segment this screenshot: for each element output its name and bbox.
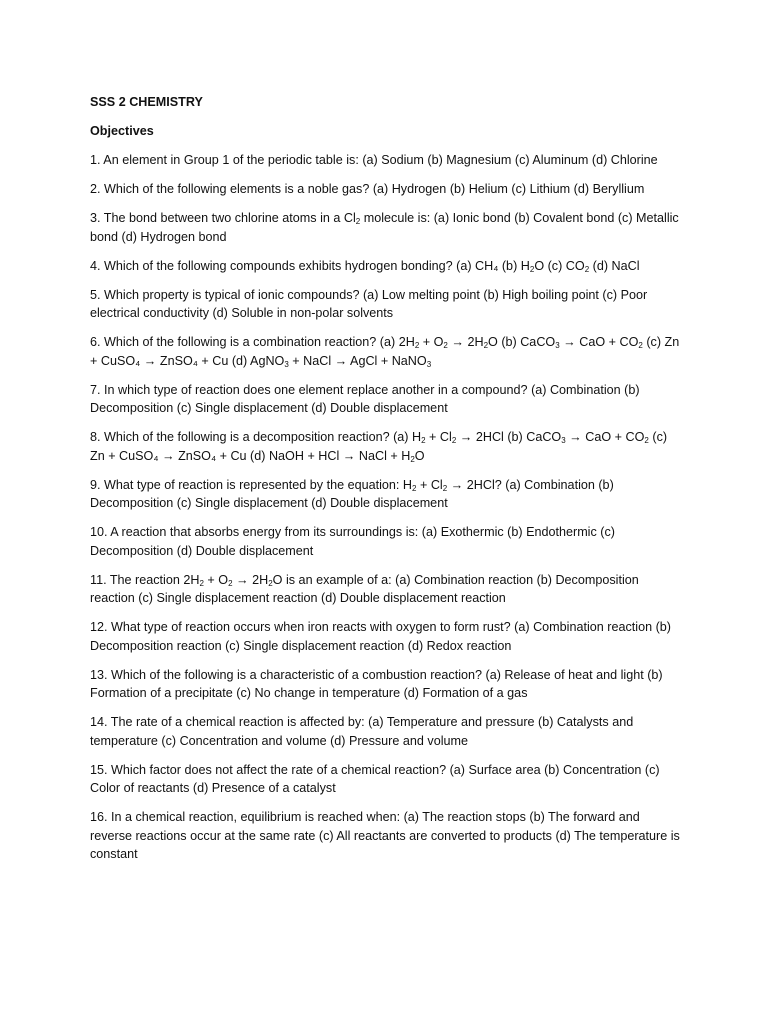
question-text: (c) Zn + CuSO₄ → ZnSO₄ + Cu (d) NaOH + HCl → NaCl + H [90,430,668,463]
question-item [90,381,682,418]
question-item [90,333,682,370]
question-item [90,808,682,864]
question-text: 7. In which type of reaction does one element replace another in a compound? (a) Combination (b) Decomposition (c) Single displacement (d) Double displacement [90,382,640,415]
question-text: 1. An element in Group 1 of the periodic table is: (a) Sodium (b) Magnesium (c) Aluminum (d) Chlorine [90,153,658,167]
subscript: 2 [584,264,590,274]
question-item [90,151,682,170]
subscript: 2 [644,436,649,445]
subscript: 2 [355,217,361,226]
question-text: 3. The bond between two chlorine atoms in a Cl [90,211,356,225]
subscript: 2 [228,578,233,588]
question-text: → 2H [232,572,269,587]
question-item [90,618,682,655]
question-text: 5. Which property is typical of ionic compounds? (a) Low melting point (b) High boiling point (c) Poor electrical conductivity (d) Soluble in non-polar solvents [90,287,648,320]
question-item [90,571,682,608]
question-text: (d) NaCl [589,258,640,273]
subscript: 2 [451,436,457,445]
question-text: 11. The reaction 2H [90,572,200,587]
question-item [90,523,682,560]
subscript: 2 [421,436,426,445]
question-text: 2. Which of the following elements is a noble gas? (a) Hydrogen (b) Helium (c) Lithium (d) Beryllium [90,182,645,196]
question-text: O is an example of a: (a) Combination reaction (b) Decomposition reaction (c) Single displacement reaction (d) Double displacement reaction [90,572,639,605]
subscript: 3 [561,436,566,445]
subscript: 3 [426,359,432,369]
question-text: → CaO + CO [559,335,639,349]
question-text: 9. What type of reaction is represented by the equation: H [90,477,413,492]
question-item [90,761,682,798]
subscript: 2 [529,264,535,274]
document-title: SSS 2 CHEMISTRY [90,95,203,109]
question-text: + Cl [425,430,452,444]
question-item [90,476,682,513]
document-page [90,93,682,874]
question-text: 14. The rate of a chemical reaction is affected by: (a) Temperature and pressure (b) Catalysts and temperature (c) Concentration and volume (d) Pressure and volume [90,715,634,748]
subscript: 2 [199,578,204,588]
question-text: O (c) CO [534,258,585,273]
question-item [90,666,682,703]
question-text: 8. Which of the following is a decomposition reaction? (a) H [90,430,422,444]
question-text: 12. What type of reaction occurs when iron reacts with oxygen to form rust? (a) Combination reaction (b) Decomposition reaction (c) Single displacement reaction (d) Redox reaction [90,620,671,653]
question-text: 15. Which factor does not affect the rate of a chemical reaction? (a) Surface area (b) Concentration (c) Color of reactants (d) Presence of a catalyst [90,762,660,795]
question-item [90,713,682,750]
section-heading: Objectives [90,124,154,138]
question-item [90,180,682,199]
question-list [90,151,682,864]
question-item [90,428,682,465]
question-text: molecule is: (a) Ionic bond (b) Covalent bond (c) Metallic bond (d) Hydrogen bond [90,211,679,244]
question-text: 4. Which of the following compounds exhibits hydrogen bonding? (a) CH₄ (b) H [90,258,530,273]
question-item [90,209,682,246]
subscript: 2 [414,341,420,350]
subscript: 2 [268,578,273,588]
question-text: 10. A reaction that absorbs energy from its surroundings is: (a) Exothermic (b) Endothermic (c) Decomposition (d) Double displacement [90,525,615,558]
question-text: O [414,448,425,463]
question-text: → CaO + CO [565,430,645,444]
subscript: 2 [412,483,417,493]
subscript: 3 [555,341,560,350]
subscript: 2 [483,341,489,350]
question-text: 6. Which of the following is a combination reaction? (a) 2H [90,335,415,349]
question-text: → 2HCl? (a) Combination (b) Decomposition (c) Single displacement (d) Double displacement [90,477,614,510]
question-text: + NaCl → AgCl + NaNO [288,353,427,368]
question-text: + O [419,335,444,349]
question-text: + O [203,572,229,587]
question-text: O (b) CaCO [488,335,556,349]
subscript: 2 [410,454,415,464]
subscript: 2 [443,341,448,350]
question-item [90,286,682,323]
subscript: 3 [284,359,289,369]
question-text: → 2HCl (b) CaCO [456,430,562,444]
question-text: (c) Zn + CuSO₄ → ZnSO₄ + Cu (d) AgNO [90,335,680,368]
question-item [90,257,682,276]
question-text: + Cl [416,477,443,492]
subscript: 2 [638,341,643,350]
question-text: 13. Which of the following is a characteristic of a combustion reaction? (a) Release of heat and light (b) Formation of a precipitate (c) No change in temperature (d) Formation of a gas [90,667,663,700]
question-text: → 2H [447,335,484,349]
question-text: 16. In a chemical reaction, equilibrium is reached when: (a) The reaction stops (b) The forward and reverse reactions occur at the same rate (c) All reactants are converted to products (d) The temperature is constant [90,810,680,861]
subscript: 2 [442,483,448,493]
